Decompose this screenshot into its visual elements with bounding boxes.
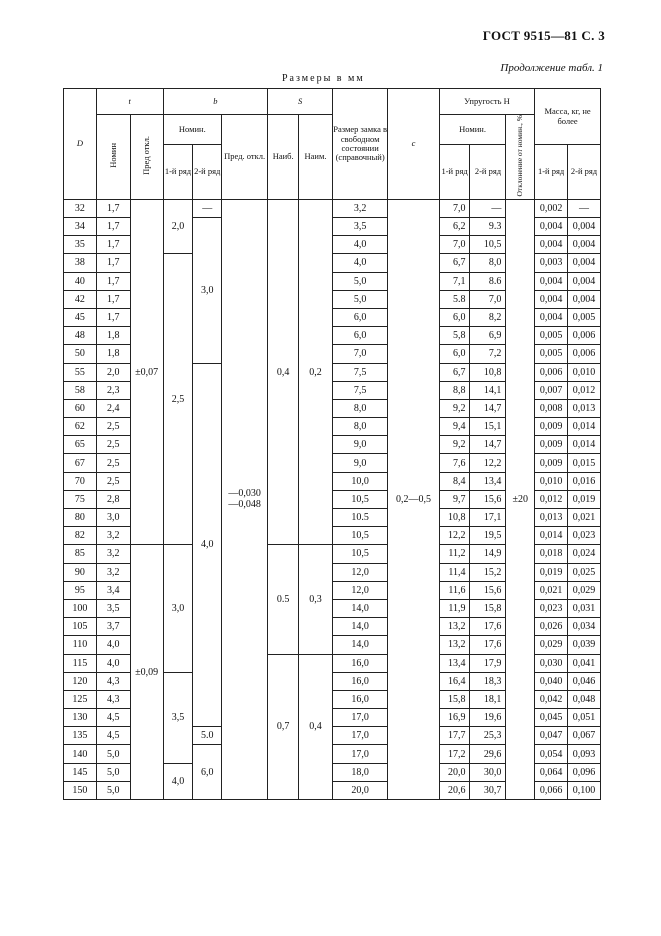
cell-d: 67 — [64, 454, 97, 472]
cell-e1: 13,4 — [439, 654, 470, 672]
cell-e1: 7,0 — [439, 236, 470, 254]
cell-m2: 0,025 — [568, 563, 601, 581]
cell-b1: 2,5 — [163, 254, 193, 545]
cell-lock: 9,0 — [332, 436, 387, 454]
cell-d: 75 — [64, 490, 97, 508]
cell-d: 32 — [64, 199, 97, 217]
cell-e2: 25,3 — [470, 727, 506, 745]
cell-d: 45 — [64, 308, 97, 326]
cell-m1: 0,066 — [535, 781, 568, 799]
cell-m2: 0,013 — [568, 399, 601, 417]
cell-m1: 0,008 — [535, 399, 568, 417]
cell-e2: 15,6 — [470, 581, 506, 599]
cell-e1: 20,0 — [439, 763, 470, 781]
cell-e1: 11,2 — [439, 545, 470, 563]
cell-c: 0,2—0,5 — [388, 199, 439, 799]
cell-b1: 2,0 — [163, 199, 193, 254]
cell-t: 5,0 — [96, 745, 130, 763]
cell-m1: 0,004 — [535, 290, 568, 308]
cell-t: 2,4 — [96, 399, 130, 417]
cell-lock: 16,0 — [332, 690, 387, 708]
cell-deviation: ±20 — [506, 199, 535, 799]
cell-d: 70 — [64, 472, 97, 490]
cell-d: 35 — [64, 236, 97, 254]
cell-e1: 6,2 — [439, 218, 470, 236]
b-nomin-header: Номин. — [163, 115, 222, 145]
cell-e2: 17,6 — [470, 618, 506, 636]
cell-d: 145 — [64, 763, 97, 781]
cell-d: 120 — [64, 672, 97, 690]
cell-m2: 0,046 — [568, 672, 601, 690]
cell-m1: 0,004 — [535, 236, 568, 254]
cell-m2: 0,004 — [568, 218, 601, 236]
cell-m2: 0,012 — [568, 381, 601, 399]
cell-e1: 6,7 — [439, 363, 470, 381]
cell-t: 1,7 — [96, 236, 130, 254]
cell-lock: 6,0 — [332, 308, 387, 326]
units-caption: Размеры в мм — [282, 73, 365, 84]
cell-lock: 14,0 — [332, 618, 387, 636]
cell-m2: 0,004 — [568, 272, 601, 290]
cell-e1: 16,9 — [439, 709, 470, 727]
cell-b2: 4,0 — [193, 363, 222, 727]
cell-m1: 0,040 — [535, 672, 568, 690]
cell-m2: 0,004 — [568, 254, 601, 272]
cell-d: 105 — [64, 618, 97, 636]
cell-d: 95 — [64, 581, 97, 599]
cell-d: 65 — [64, 436, 97, 454]
cell-e2: 29,6 — [470, 745, 506, 763]
cell-lock: 12,0 — [332, 563, 387, 581]
cell-d: 90 — [64, 563, 97, 581]
cell-m1: 0,005 — [535, 327, 568, 345]
cell-e2: 7,0 — [470, 290, 506, 308]
cell-t: 2,5 — [96, 472, 130, 490]
cell-t: 4,3 — [96, 690, 130, 708]
cell-e2: 14,7 — [470, 399, 506, 417]
cell-e1: 6,0 — [439, 308, 470, 326]
cell-lock: 17,0 — [332, 727, 387, 745]
cell-b2: 6,0 — [193, 745, 222, 800]
cell-t: 4,5 — [96, 727, 130, 745]
cell-d: 55 — [64, 363, 97, 381]
cell-lock: 20,0 — [332, 781, 387, 799]
cell-e1: 9,2 — [439, 399, 470, 417]
cell-m2: 0,093 — [568, 745, 601, 763]
cell-lock: 16,0 — [332, 654, 387, 672]
cell-e2: 8.6 — [470, 272, 506, 290]
cell-b2: 5.0 — [193, 727, 222, 745]
cell-d: 58 — [64, 381, 97, 399]
cell-m2: 0,096 — [568, 763, 601, 781]
cell-m1: 0,010 — [535, 472, 568, 490]
cell-d: 110 — [64, 636, 97, 654]
cell-ttol: ±0,09 — [130, 545, 163, 800]
cell-t: 4,5 — [96, 709, 130, 727]
cell-m1: 0,009 — [535, 436, 568, 454]
cell-e1: 11,4 — [439, 563, 470, 581]
cell-m1: 0,006 — [535, 363, 568, 381]
b-tol-header: Пред. откл. — [222, 115, 268, 200]
cell-d: 125 — [64, 690, 97, 708]
cell-t: 1,8 — [96, 327, 130, 345]
cell-m1: 0,029 — [535, 636, 568, 654]
s-max-header: Наиб. — [268, 115, 299, 200]
cell-d: 40 — [64, 272, 97, 290]
cell-b1: 3,5 — [163, 672, 193, 763]
cell-e2: 8,0 — [470, 254, 506, 272]
dimensions-table — [63, 88, 601, 800]
cell-t: 3,0 — [96, 509, 130, 527]
cell-e1: 13,2 — [439, 636, 470, 654]
cell-m1: 0,009 — [535, 454, 568, 472]
cell-d: 50 — [64, 345, 97, 363]
cell-d: 115 — [64, 654, 97, 672]
cell-e1: 8,8 — [439, 381, 470, 399]
cell-m2: 0,004 — [568, 236, 601, 254]
cell-m2: 0,031 — [568, 599, 601, 617]
cell-lock: 10,5 — [332, 545, 387, 563]
cell-m1: 0,026 — [535, 618, 568, 636]
cell-m2: 0,039 — [568, 636, 601, 654]
cell-lock: 10,5 — [332, 490, 387, 508]
cell-d: 80 — [64, 509, 97, 527]
cell-e2: 17,1 — [470, 509, 506, 527]
cell-t: 3,5 — [96, 599, 130, 617]
cell-lock: 4,0 — [332, 254, 387, 272]
cell-lock: 14,0 — [332, 599, 387, 617]
cell-e2: 14,7 — [470, 436, 506, 454]
cell-m1: 0,023 — [535, 599, 568, 617]
cell-m1: 0,013 — [535, 509, 568, 527]
cell-t: 2,8 — [96, 490, 130, 508]
cell-d: 42 — [64, 290, 97, 308]
cell-e1: 9,2 — [439, 436, 470, 454]
cell-lock: 5,0 — [332, 272, 387, 290]
s-min-header: Наим. — [299, 115, 333, 200]
cell-lock: 5,0 — [332, 290, 387, 308]
cell-lock: 17,0 — [332, 709, 387, 727]
cell-lock: 7,0 — [332, 345, 387, 363]
cell-m2: 0,005 — [568, 308, 601, 326]
cell-t: 5,0 — [96, 781, 130, 799]
cell-m2: 0,048 — [568, 690, 601, 708]
cell-e1: 11,9 — [439, 599, 470, 617]
cell-lock: 14,0 — [332, 636, 387, 654]
cell-m2: 0,051 — [568, 709, 601, 727]
cell-e1: 9,7 — [439, 490, 470, 508]
cell-e2: 15,6 — [470, 490, 506, 508]
cell-m1: 0,054 — [535, 745, 568, 763]
cell-t: 1,7 — [96, 199, 130, 217]
m-row2-header: 2-й ряд — [568, 145, 601, 199]
cell-e2: 15,8 — [470, 599, 506, 617]
cell-e2: 17,9 — [470, 654, 506, 672]
cell-e2: 19,5 — [470, 527, 506, 545]
cell-m1: 0,002 — [535, 199, 568, 217]
cell-lock: 16,0 — [332, 672, 387, 690]
cell-t: 3,2 — [96, 563, 130, 581]
cell-m2: 0,014 — [568, 418, 601, 436]
cell-e1: 12,2 — [439, 527, 470, 545]
cell-e2: 30,0 — [470, 763, 506, 781]
cell-e2: 18,1 — [470, 690, 506, 708]
cell-e1: 7,1 — [439, 272, 470, 290]
cell-t: 3,2 — [96, 527, 130, 545]
cell-lock: 6,0 — [332, 327, 387, 345]
cell-e2: 12,2 — [470, 454, 506, 472]
cell-m2: 0,067 — [568, 727, 601, 745]
cell-lock: 10,5 — [332, 527, 387, 545]
cell-m2: 0,006 — [568, 327, 601, 345]
cell-t: 1,7 — [96, 308, 130, 326]
cell-m1: 0,003 — [535, 254, 568, 272]
cell-lock: 10.5 — [332, 509, 387, 527]
cell-d: 100 — [64, 599, 97, 617]
cell-e1: 8,4 — [439, 472, 470, 490]
cell-b1: 3,0 — [163, 545, 193, 672]
cell-smin: 0,2 — [299, 199, 333, 545]
cell-lock: 17,0 — [332, 745, 387, 763]
cell-e1: 20,6 — [439, 781, 470, 799]
cell-m1: 0,014 — [535, 527, 568, 545]
b-row1-header: 1-й ряд — [163, 145, 193, 199]
cell-e2: 17,6 — [470, 636, 506, 654]
col-elasticity: Упругость Н — [439, 89, 534, 115]
cell-t: 2,5 — [96, 436, 130, 454]
cell-lock: 4,0 — [332, 236, 387, 254]
cell-e1: 6,0 — [439, 345, 470, 363]
cell-btol: —0,030 —0,048 — [222, 199, 268, 799]
cell-m2: 0,029 — [568, 581, 601, 599]
cell-m2: 0,100 — [568, 781, 601, 799]
cell-d: 135 — [64, 727, 97, 745]
cell-e2: 8,2 — [470, 308, 506, 326]
e-row2-header: 2-й ряд — [470, 145, 506, 199]
cell-t: 4,0 — [96, 636, 130, 654]
e-row1-header: 1-й ряд — [439, 145, 470, 199]
cell-t: 2,5 — [96, 418, 130, 436]
cell-e1: 15,8 — [439, 690, 470, 708]
cell-m2: 0,014 — [568, 436, 601, 454]
cell-m1: 0,045 — [535, 709, 568, 727]
cell-e2: 10,5 — [470, 236, 506, 254]
cell-lock: 8,0 — [332, 418, 387, 436]
cell-d: 38 — [64, 254, 97, 272]
cell-smin: 0,3 — [299, 545, 333, 654]
cell-e2: 18,3 — [470, 672, 506, 690]
cell-m2: 0,021 — [568, 509, 601, 527]
cell-lock: 10,0 — [332, 472, 387, 490]
cell-e2: 10,8 — [470, 363, 506, 381]
cell-e1: 7,6 — [439, 454, 470, 472]
m-row1-header: 1-й ряд — [535, 145, 568, 199]
cell-d: 85 — [64, 545, 97, 563]
col-lock-size: Размер замка в свободном состоянии (справочный) — [332, 89, 387, 200]
cell-d: 130 — [64, 709, 97, 727]
cell-m2: 0,004 — [568, 290, 601, 308]
cell-m1: 0,004 — [535, 272, 568, 290]
cell-e1: 13,2 — [439, 618, 470, 636]
cell-e2: 13,4 — [470, 472, 506, 490]
col-t: t — [96, 89, 163, 115]
cell-e2: 30,7 — [470, 781, 506, 799]
cell-e2: 15,2 — [470, 563, 506, 581]
cell-m1: 0,047 — [535, 727, 568, 745]
cell-t: 1,8 — [96, 345, 130, 363]
page-header: ГОСТ 9515—81 С. 3 — [482, 28, 605, 43]
cell-lock: 7,5 — [332, 381, 387, 399]
cell-e2: — — [470, 199, 506, 217]
cell-t: 4,0 — [96, 654, 130, 672]
cell-lock: 3,2 — [332, 199, 387, 217]
cell-lock: 3,5 — [332, 218, 387, 236]
cell-t: 1,7 — [96, 272, 130, 290]
cell-e1: 16,4 — [439, 672, 470, 690]
table-row — [64, 199, 601, 217]
cell-m2: 0,041 — [568, 654, 601, 672]
cell-t: 3,7 — [96, 618, 130, 636]
t-tol-header: Пред откл. — [130, 115, 163, 200]
cell-d: 140 — [64, 745, 97, 763]
cell-e1: 7,0 — [439, 199, 470, 217]
cell-e2: 15,1 — [470, 418, 506, 436]
cell-d: 48 — [64, 327, 97, 345]
cell-lock: 7,5 — [332, 363, 387, 381]
cell-m1: 0,004 — [535, 308, 568, 326]
cell-lock: 9,0 — [332, 454, 387, 472]
cell-m1: 0,004 — [535, 218, 568, 236]
cell-b1: 4,0 — [163, 763, 193, 799]
col-mass: Масса, кг, не более — [535, 89, 601, 145]
cell-e1: 5.8 — [439, 290, 470, 308]
cell-m1: 0,021 — [535, 581, 568, 599]
cell-m2: 0,024 — [568, 545, 601, 563]
cell-t: 1,7 — [96, 254, 130, 272]
cell-m1: 0,005 — [535, 345, 568, 363]
cell-m2: 0,016 — [568, 472, 601, 490]
cell-e1: 5,8 — [439, 327, 470, 345]
cell-e1: 17,2 — [439, 745, 470, 763]
cell-m1: 0,009 — [535, 418, 568, 436]
cell-t: 1,7 — [96, 218, 130, 236]
cell-e2: 14,9 — [470, 545, 506, 563]
cell-m1: 0,018 — [535, 545, 568, 563]
continuation-note: Продолжение табл. 1 — [500, 62, 603, 74]
cell-smax: 0.5 — [268, 545, 299, 654]
cell-e2: 14,1 — [470, 381, 506, 399]
cell-m1: 0,007 — [535, 381, 568, 399]
deviation-header: Отклонение от номин., % — [506, 115, 535, 200]
e-nomin-header: Номин. — [439, 115, 506, 145]
cell-m1: 0,019 — [535, 563, 568, 581]
cell-e2: 6,9 — [470, 327, 506, 345]
cell-e1: 17,7 — [439, 727, 470, 745]
cell-e1: 6,7 — [439, 254, 470, 272]
cell-m1: 0,012 — [535, 490, 568, 508]
cell-t: 2,3 — [96, 381, 130, 399]
cell-b2: 3,0 — [193, 218, 222, 364]
cell-e2: 7,2 — [470, 345, 506, 363]
cell-m2: 0,006 — [568, 345, 601, 363]
cell-d: 62 — [64, 418, 97, 436]
cell-m2: 0,019 — [568, 490, 601, 508]
cell-smax: 0,7 — [268, 654, 299, 800]
cell-e2: 9.3 — [470, 218, 506, 236]
cell-e2: 19,6 — [470, 709, 506, 727]
cell-d: 34 — [64, 218, 97, 236]
cell-m2: 0,023 — [568, 527, 601, 545]
cell-t: 4,3 — [96, 672, 130, 690]
cell-d: 82 — [64, 527, 97, 545]
b-row2-header: 2-й ряд — [193, 145, 222, 199]
cell-lock: 18,0 — [332, 763, 387, 781]
cell-t: 3,2 — [96, 545, 130, 563]
cell-m2: — — [568, 199, 601, 217]
cell-lock: 8,0 — [332, 399, 387, 417]
col-d: D — [64, 89, 97, 200]
cell-m1: 0,042 — [535, 690, 568, 708]
cell-m2: 0,010 — [568, 363, 601, 381]
cell-e1: 11,6 — [439, 581, 470, 599]
col-s: S — [268, 89, 333, 115]
cell-m2: 0,015 — [568, 454, 601, 472]
cell-t: 3,4 — [96, 581, 130, 599]
cell-b2: — — [193, 199, 222, 217]
cell-smin: 0,4 — [299, 654, 333, 800]
col-c: c — [388, 89, 439, 200]
cell-d: 60 — [64, 399, 97, 417]
cell-d: 150 — [64, 781, 97, 799]
cell-ttol: ±0,07 — [130, 199, 163, 545]
cell-lock: 12,0 — [332, 581, 387, 599]
col-b: b — [163, 89, 268, 115]
t-nomin-header: Номин — [96, 115, 130, 200]
cell-t: 5,0 — [96, 763, 130, 781]
cell-t: 2,5 — [96, 454, 130, 472]
cell-smax: 0,4 — [268, 199, 299, 545]
cell-m2: 0,034 — [568, 618, 601, 636]
cell-m1: 0,030 — [535, 654, 568, 672]
cell-m1: 0,064 — [535, 763, 568, 781]
cell-e1: 10,8 — [439, 509, 470, 527]
cell-e1: 9,4 — [439, 418, 470, 436]
cell-t: 1,7 — [96, 290, 130, 308]
cell-t: 2,0 — [96, 363, 130, 381]
